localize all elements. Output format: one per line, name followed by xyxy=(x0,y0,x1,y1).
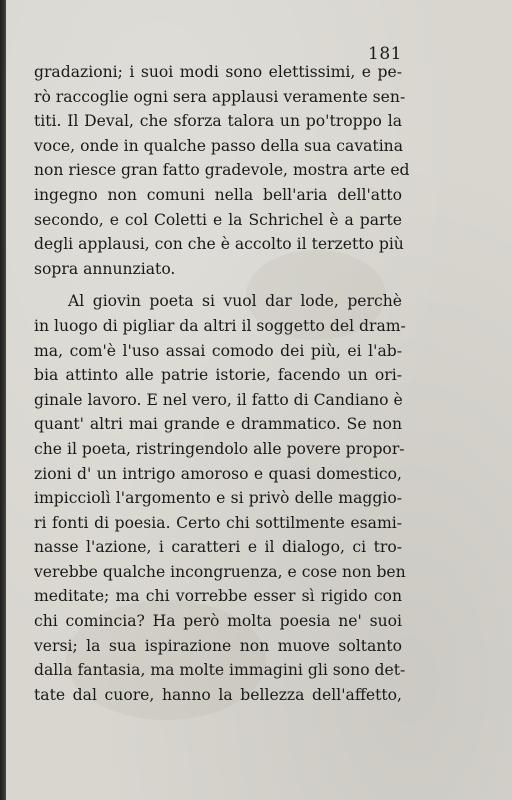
text-line: dalla fantasia, ma molte immagini gli sono det- xyxy=(34,661,406,680)
text-line: quant' altri mai grande e drammatico. Se non xyxy=(34,415,402,434)
text-line: impicciolì l'argomento e si privò delle maggio- xyxy=(34,489,402,508)
body-text xyxy=(34,60,410,707)
text-line: secondo, e col Coletti e la Schrichel è a parte xyxy=(34,210,402,229)
text-line: tate dal cuore, hanno la bellezza dell'affetto, xyxy=(34,685,402,704)
text-line: ri fonti di poesia. Certo chi sottilmente esami- xyxy=(34,513,402,532)
text-line: verebbe qualche incongruenza, e cose non ben xyxy=(34,562,406,581)
text-line: titi. Il Deval, che sforza talora un po'troppo la xyxy=(34,112,402,131)
text-line: voce, onde in qualche passo della sua cavatina xyxy=(34,136,404,155)
page-number: 181 xyxy=(368,44,402,64)
paragraph-gap xyxy=(34,281,402,289)
book-page xyxy=(6,0,512,800)
text-line: chi comincia? Ha però molta poesia ne' suoi xyxy=(34,612,402,631)
text-line: che il poeta, ristringendolo alle povere propor- xyxy=(34,439,405,458)
text-line: Al giovin poeta si vuol dar lode, perchè xyxy=(68,292,402,311)
text-line: zioni d' un intrigo amoroso e quasi domestico, xyxy=(34,464,402,483)
text-line: degli applausi, con che è accolto il terzetto più xyxy=(34,235,404,254)
text-line: ingegno non comuni nella bell'aria dell'atto xyxy=(34,185,402,204)
text-line: non riesce gran fatto gradevole, mostra arte ed xyxy=(34,161,410,180)
text-line: in luogo di pigliar da altri il soggetto del dram- xyxy=(34,316,406,335)
text-line: ginale lavoro. E nel vero, il fatto di Candiano è xyxy=(34,390,403,409)
text-line: nasse l'azione, i caratteri e il dialogo, ci tro- xyxy=(34,538,402,557)
text-line: meditate; ma chi vorrebbe esser sì rigido con xyxy=(34,587,402,606)
paragraph-2 xyxy=(34,289,406,707)
text-line: versi; la sua ispirazione non muove soltanto xyxy=(34,636,402,655)
text-line: rò raccoglie ogni sera applausi veramente sen- xyxy=(34,87,406,106)
text-line: ma, com'è l'uso assai comodo dei più, ei l'ab- xyxy=(34,341,402,360)
text-line: gradazioni; i suoi modi sono elettissimi, e pe- xyxy=(34,63,402,81)
text-line: bia attinto alle patrie istorie, facendo un ori- xyxy=(34,366,402,385)
paragraph-1 xyxy=(34,60,410,281)
text-line: sopra annunziato. xyxy=(34,259,176,278)
